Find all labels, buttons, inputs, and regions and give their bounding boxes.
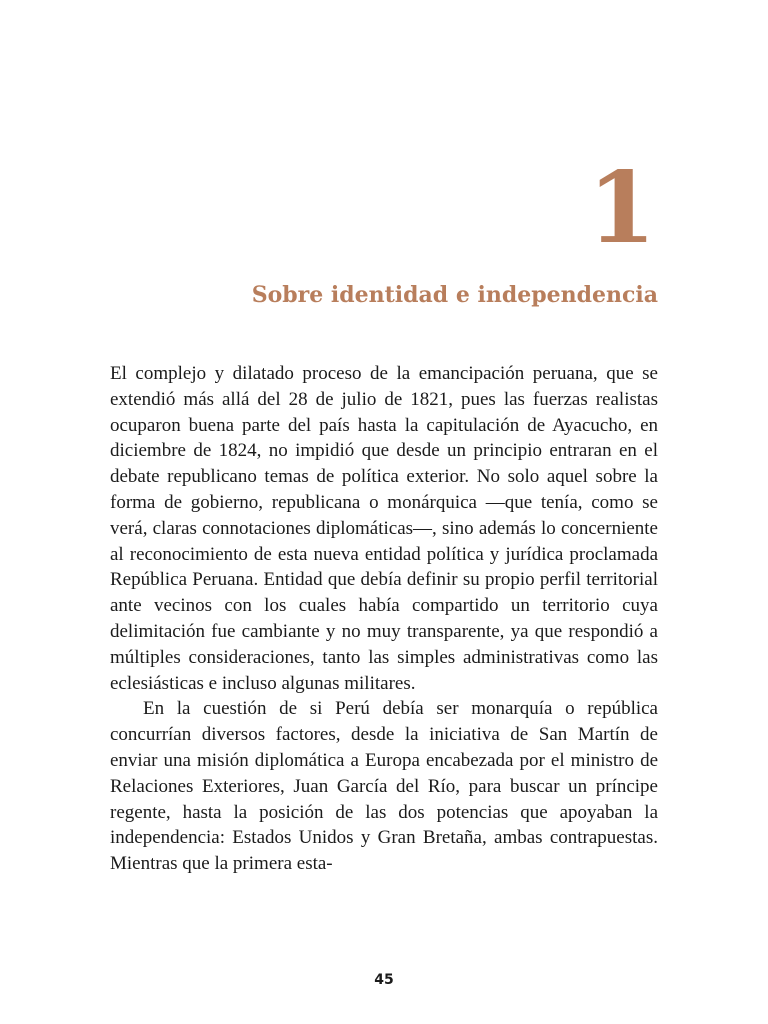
body-text (110, 361, 658, 877)
paragraph: En la cuestión de si Perú debía ser monarquía o república concurrían diversos factores, desde la iniciativa de San Martín de enviar una misión diplomática a Europa encabezada por el ministro de Relaciones Exteriores, Juan García del Río, para buscar un príncipe regente, hasta la posición de las dos potencias que apoyaban la independencia: Estados Unidos y Gran Bretaña, ambas contrapuestas. Mientras que la primera esta- (110, 698, 658, 875)
paragraph: El complejo y dilatado proceso de la emancipación peruana, que se extendió más allá del 28 de julio de 1821, pues las fuerzas realistas ocuparon buena parte del país hasta la capitulación de Ayacucho, en diciembre de 1824, no impidió que desde un principio entraran en el debate republicano temas de política exterior. No solo aquel sobre la forma de gobierno, republicana o monárquica —que tenía, como se verá, claras connotaciones diplomáticas—, sino además lo concerniente al reconocimiento de esta nueva entidad política y jurídica proclamada República Peruana. Entidad que debía definir su propio perfil territorial ante vecinos con los cuales había compartido un territorio cuya delimitación fue cambiante y no muy transparente, ya que respondió a múltiples consideraciones, tanto las simples administrativas como las eclesiásticas e incluso algunas militares. (110, 363, 658, 694)
chapter-title: Sobre identidad e independencia (251, 282, 658, 308)
chapter-number: 1 (587, 151, 656, 266)
page-number: 45 (374, 972, 394, 988)
